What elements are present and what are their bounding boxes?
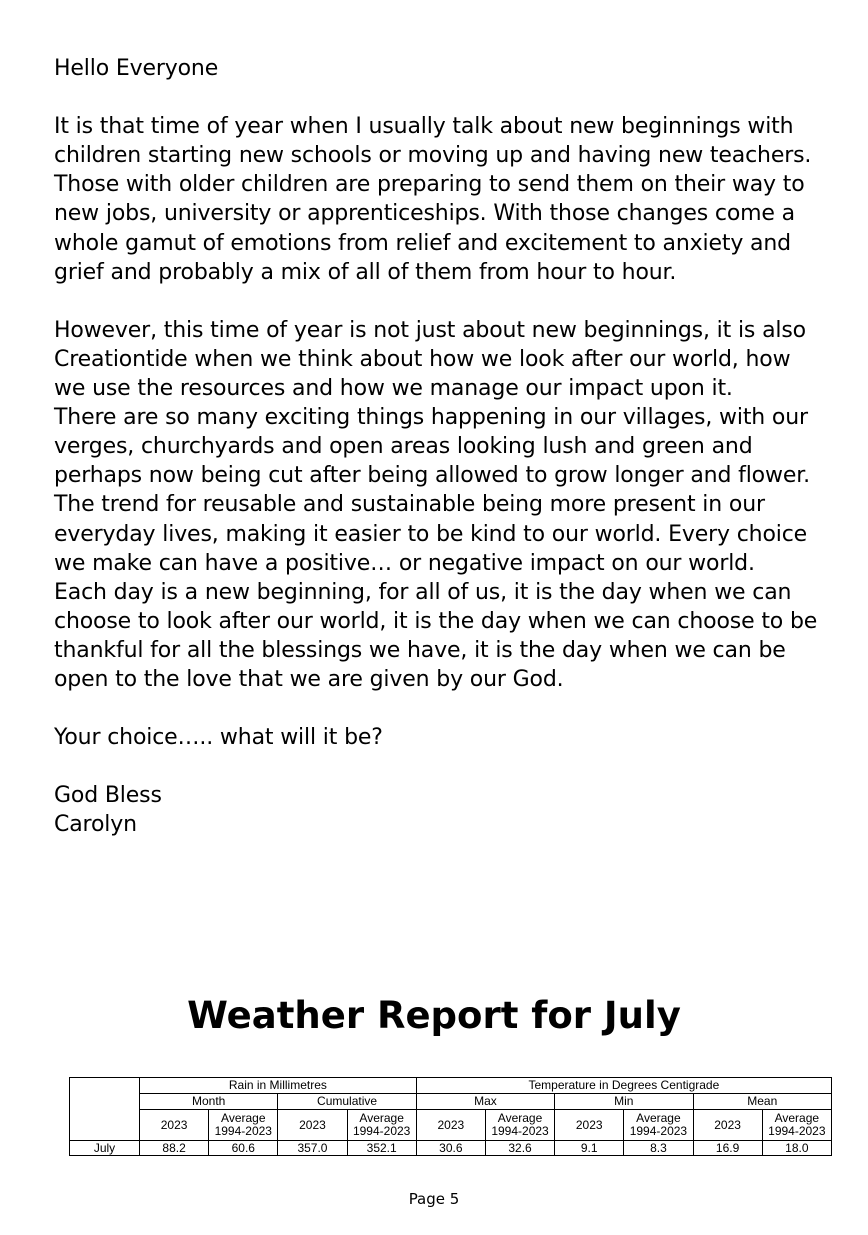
average-period: 1994-2023 xyxy=(491,1124,549,1138)
rain-cumulative-2023: 357.0 xyxy=(278,1141,347,1156)
year-header: 2023 xyxy=(416,1110,485,1141)
table-header-row xyxy=(70,1110,832,1141)
min-header: Min xyxy=(555,1094,693,1110)
paragraph-gap xyxy=(54,694,824,723)
letter-paragraph-4: The trend for reusable and sustainable being more present in our everyday lives, making it easier to be kind to our world. Every choice we make can have a positive… or negative impact on our world. xyxy=(54,492,808,576)
letter-greeting: Hello Everyone xyxy=(54,56,219,81)
letter xyxy=(54,54,824,840)
average-label: Average xyxy=(774,1111,820,1125)
weather-table xyxy=(69,1077,832,1156)
average-header xyxy=(347,1110,416,1141)
temp-min-2023: 9.1 xyxy=(555,1141,624,1156)
letter-paragraph-5: Each day is a new beginning, for all of us, it is the day when we can choose to look after our world, it is the day when we can choose to be thankful for all the blessings we have, it is the day when we can be open to the love that we are given by our God. xyxy=(54,579,818,692)
row-label: July xyxy=(70,1141,140,1156)
rain-month-2023: 88.2 xyxy=(140,1141,209,1156)
weather-title: Weather Report for July xyxy=(187,994,681,1037)
letter-signature: Carolyn xyxy=(54,812,137,838)
temp-mean-2023: 16.9 xyxy=(693,1141,762,1156)
temp-mean-average: 18.0 xyxy=(762,1141,831,1156)
average-label: Average xyxy=(497,1111,543,1125)
temp-min-average: 8.3 xyxy=(624,1141,693,1156)
max-header: Max xyxy=(416,1094,554,1110)
average-period: 1994-2023 xyxy=(352,1124,411,1138)
letter-paragraph-2: However, this time of year is not just about new beginnings, it is also Creationtide when we think about how we look after our world, how we use the resources and how we manage our impact upon it. xyxy=(54,317,806,402)
mean-header: Mean xyxy=(693,1094,832,1110)
month-header: Month xyxy=(140,1094,278,1110)
rain-month-average: 60.6 xyxy=(209,1141,278,1156)
rain-group-header: Rain in Millimetres xyxy=(140,1078,417,1094)
page-number: Page 5 xyxy=(408,1190,460,1208)
average-header xyxy=(624,1110,693,1141)
year-header: 2023 xyxy=(278,1110,347,1141)
letter-paragraph-1: It is that time of year when I usually talk about new beginnings with children starting new schools or moving up and having new teachers. Those with older children are preparing to send them on their way to new jobs, university or apprenticeships. With those changes come a whole gamut of emotions from relief and excitement to anxiety and grief and probably a mix of all of them from hour to hour. xyxy=(54,114,812,285)
year-header: 2023 xyxy=(693,1110,762,1141)
rain-cumulative-average: 352.1 xyxy=(347,1141,416,1156)
temperature-group-header: Temperature in Degrees Centigrade xyxy=(416,1078,831,1094)
average-label: Average xyxy=(636,1111,681,1125)
average-header xyxy=(762,1110,831,1141)
letter-paragraph-3: There are so many exciting things happening in our villages, with our verges, churchyards and open areas looking lush and green and perhaps now being cut after being allowed to grow longer and flower. xyxy=(54,405,810,489)
average-period: 1994-2023 xyxy=(629,1124,688,1138)
average-label: Average xyxy=(359,1111,404,1125)
average-header xyxy=(485,1110,554,1141)
table-header-row xyxy=(70,1078,832,1094)
table-header-row xyxy=(70,1094,832,1110)
letter-closing: God Bless xyxy=(54,783,162,809)
average-period: 1994-2023 xyxy=(768,1124,826,1138)
year-header: 2023 xyxy=(140,1110,209,1141)
empty-header-cell xyxy=(70,1078,140,1141)
paragraph-gap xyxy=(54,287,824,316)
paragraph-gap xyxy=(54,752,824,781)
average-label: Average xyxy=(221,1111,266,1125)
table-row xyxy=(70,1141,832,1156)
year-header: 2023 xyxy=(555,1110,624,1141)
paragraph-gap xyxy=(54,83,824,112)
cumulative-header: Cumulative xyxy=(278,1094,416,1110)
average-header xyxy=(209,1110,278,1141)
average-period: 1994-2023 xyxy=(214,1124,272,1138)
temp-max-2023: 30.6 xyxy=(416,1141,485,1156)
letter-question: Your choice….. what will it be? xyxy=(54,725,383,751)
temp-max-average: 32.6 xyxy=(485,1141,554,1156)
